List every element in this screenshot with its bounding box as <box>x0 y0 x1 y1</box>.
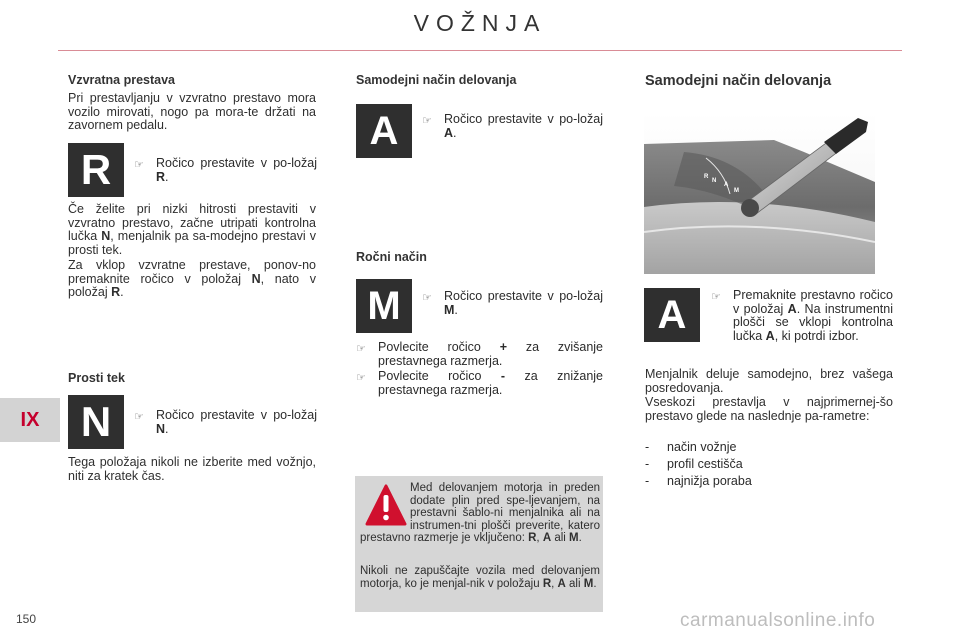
lever-label-r: R <box>704 174 709 180</box>
hand-pointer-icon: ☞ <box>711 291 721 303</box>
gear-a-letter-right: A <box>657 292 687 337</box>
gear-a-box-right <box>644 288 700 342</box>
auto-mid-step: ☞ Ročico prestavite v po-ložaj A. <box>422 112 603 140</box>
reverse-step: ☞ Ročico prestavite v po-ložaj R. <box>134 156 317 184</box>
auto-right-step: ☞ Premaknite prestavno ročico v položaj A. Na instrumentni plošči se vklopi kontrolna lučka A, ki potrdi izbor. <box>711 288 894 343</box>
auto-right-heading: Samodejni način delovanja <box>645 73 832 89</box>
hand-pointer-icon: ☞ <box>422 292 432 304</box>
gear-n-letter: N <box>80 398 112 445</box>
reverse-note-2: Za vklop vzvratne prestave, ponov-no premaknite ročico v položaj N, nato v položaj R. <box>68 258 316 299</box>
warning-box <box>355 476 603 612</box>
neutral-step: ☞ Ročico prestavite v po-ložaj N. <box>134 408 317 436</box>
lever-label-a: A <box>724 182 729 188</box>
list-item: - profil cestišča <box>645 457 743 471</box>
gear-a-box <box>356 104 412 158</box>
gear-r-box <box>68 143 124 197</box>
list-item: - način vožnje <box>645 440 737 454</box>
watermark: carmanualsonline.info <box>680 610 876 631</box>
manual-step: ☞ Ročico prestavite v po-ložaj M. <box>422 289 603 317</box>
gear-r-letter: R <box>80 146 112 193</box>
hand-pointer-icon: ☞ <box>356 343 366 355</box>
hand-pointer-icon: ☞ <box>422 115 432 127</box>
page-title: VOŽNJA <box>413 10 547 36</box>
steering-column-lever-illustration <box>644 112 875 274</box>
gear-a-letter: A <box>369 108 399 153</box>
warning-text-1: Med delovanjem motorja in preden dodate plin pred spe-ljevanjem, na prestavni šablo-ni menjalnika ali na instrumen-tni plošči preverite, katero prestavno razmerje je vključeno: R, A ali M. <box>360 482 600 545</box>
auto-right-paragraph-2: Vseskozi prestavlja v najprimernej-šo prestavo glede na naslednje pa-rametre: <box>645 395 893 423</box>
manual-downshift: ☞ Povlecite ročico - za znižanje prestavnega razmerja. <box>356 369 604 397</box>
hand-pointer-icon: ☞ <box>134 411 144 423</box>
gear-m-box <box>356 279 412 333</box>
page-number: 150 <box>16 612 37 626</box>
chapter-tab <box>0 398 60 442</box>
neutral-heading: Prosti tek <box>68 371 125 385</box>
gear-m-letter: M <box>367 283 401 328</box>
manual-upshift: ☞ Povlecite ročico + za zvišanje prestavnega razmerja. <box>356 340 604 368</box>
reverse-heading: Vzvratna prestava <box>68 73 176 87</box>
lever-label-n: N <box>712 178 717 184</box>
reverse-note-1: Če želite pri nizki hitrosti prestaviti v vzvratno prestavo, začne utripati kontrolna lučka N, menjalnik pa sa-modejno prestavi v prosti tek. <box>68 202 317 257</box>
warning-text-2: Nikoli ne zapuščajte vozila med delovanjem motorja, ko je menjal-nik v položaju R, A ali M. <box>360 565 600 590</box>
auto-mid-heading: Samodejni način delovanja <box>356 73 517 87</box>
reverse-intro: Pri prestavljanju v vzvratno prestavo mora vozilo mirovati, nogo pa mora-te držati na zavornem pedalu. <box>68 91 316 132</box>
chapter-label: IX <box>20 408 40 431</box>
gear-n-box <box>68 395 124 449</box>
hand-pointer-icon: ☞ <box>356 372 366 384</box>
auto-right-paragraph-1: Menjalnik deluje samodejno, brez vašega posredovanja. <box>645 367 893 395</box>
neutral-note: Tega položaja nikoli ne izberite med vožnjo, niti za kratek čas. <box>68 455 316 483</box>
title-divider <box>58 50 902 51</box>
lever-label-m: M <box>734 188 739 194</box>
hand-pointer-icon: ☞ <box>134 159 144 171</box>
manual-heading: Ročni način <box>356 250 427 264</box>
gear-lever-photo <box>644 112 875 274</box>
list-item: - najnižja poraba <box>645 474 752 488</box>
